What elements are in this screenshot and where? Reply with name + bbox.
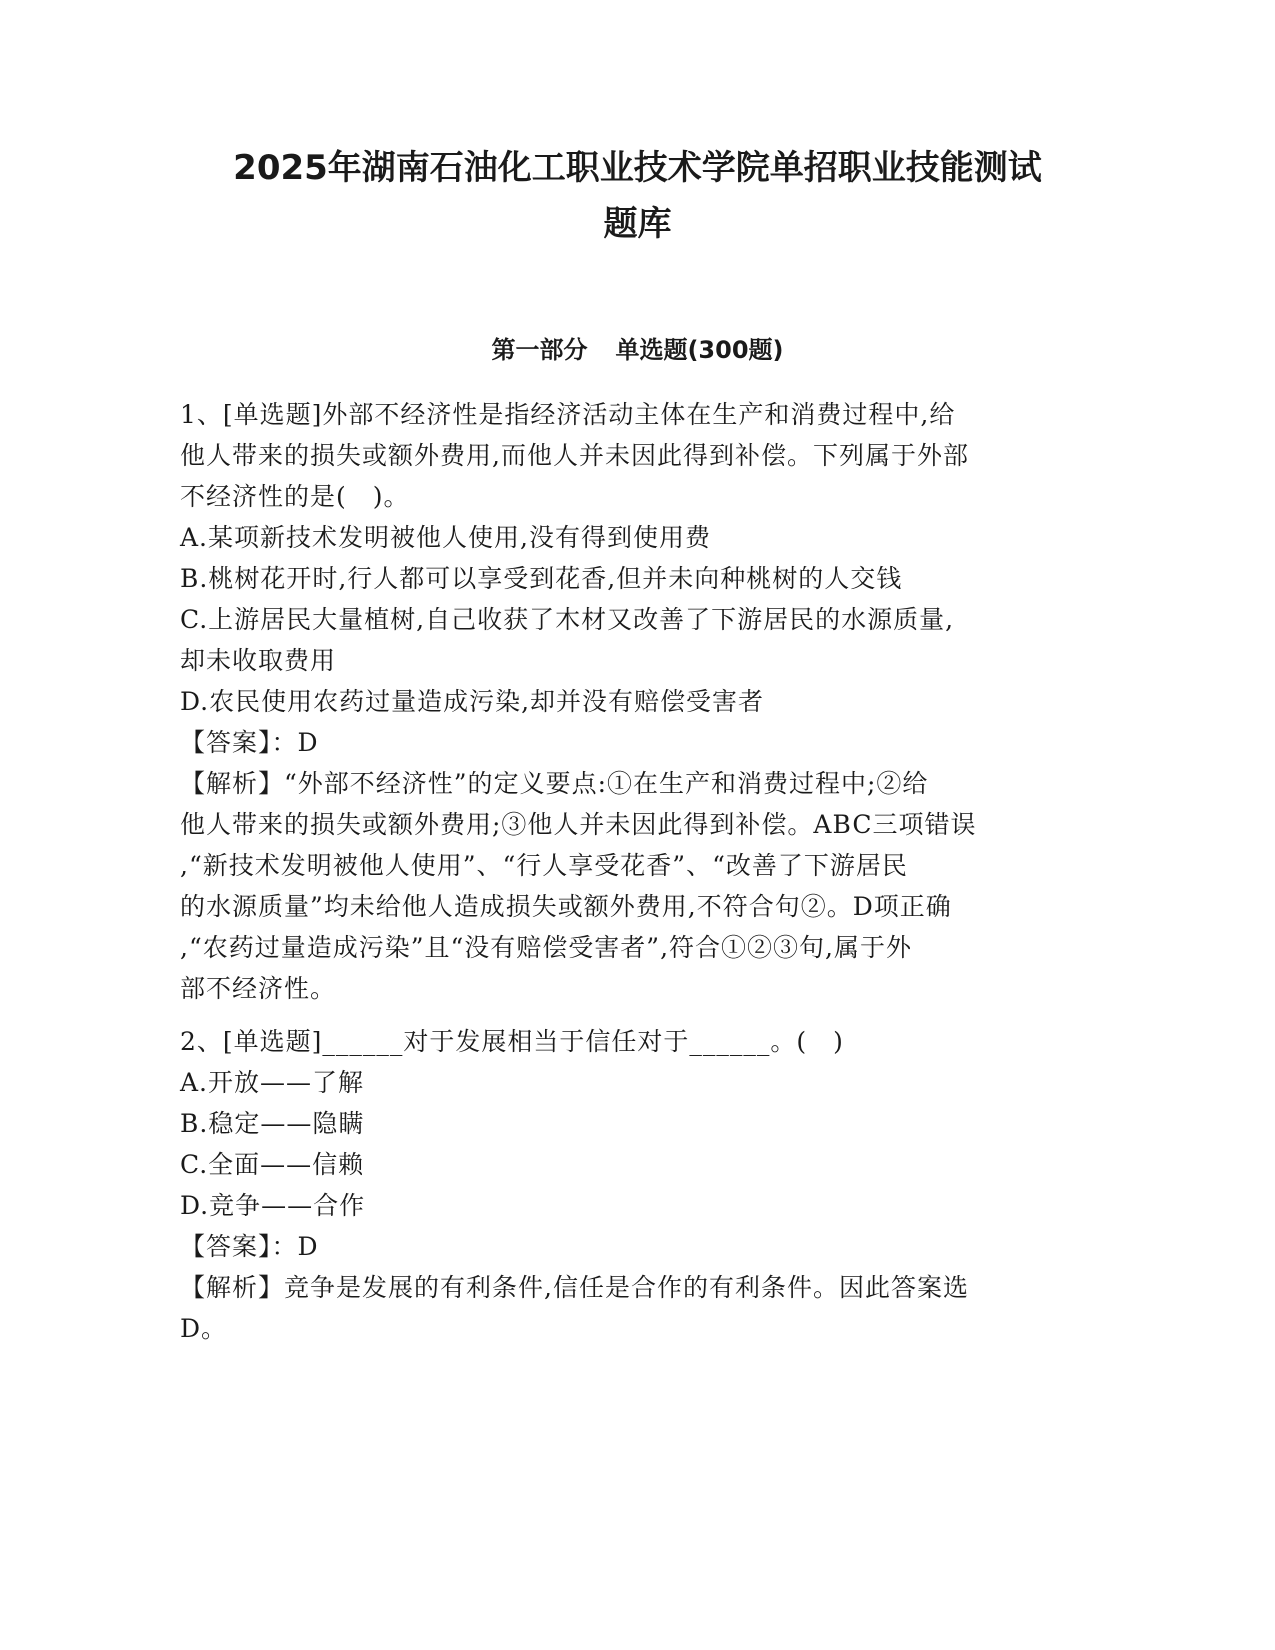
analysis-block bbox=[180, 1267, 1080, 1349]
analysis-line: ,“新技术发明被他人使用”、“行人享受花香”、“改善了下游居民 bbox=[180, 851, 908, 880]
option-line: C.全面——信赖 bbox=[180, 1150, 365, 1179]
analysis-line: 的水源质量”均未给他人造成损失或额外费用,不符合句②。D项正确 bbox=[180, 892, 952, 921]
analysis-line: ,“农药过量造成污染”且“没有赔偿受害者”,符合①②③句,属于外 bbox=[180, 933, 912, 962]
answer-option bbox=[180, 558, 1080, 599]
document-title bbox=[180, 140, 1095, 252]
title-line: 题库 bbox=[603, 204, 672, 244]
analysis-line: 他人带来的损失或额外费用;③他人并未因此得到补偿。ABC三项错误 bbox=[180, 810, 977, 839]
answer-line: 【答案】：D bbox=[180, 728, 319, 757]
section-name: 单选题(300题) bbox=[615, 336, 784, 364]
answer-option bbox=[180, 1103, 1080, 1144]
stem-line: 2、[单选题]______对于发展相当于信任对于______。( ) bbox=[180, 1027, 844, 1056]
section-part: 第一部分 bbox=[491, 336, 588, 364]
option-line: B.桃树花开时,行人都可以享受到花香,但并未向种桃树的人交钱 bbox=[180, 564, 903, 593]
stem-line: 1、[单选题]外部不经济性是指经济活动主体在生产和消费过程中,给 bbox=[180, 400, 956, 429]
option-line: A.开放——了解 bbox=[180, 1068, 365, 1097]
analysis-line: 【解析】“外部不经济性”的定义要点:①在生产和消费过程中;②给 bbox=[180, 769, 929, 798]
stem-line: 不经济性的是( )。 bbox=[180, 482, 410, 511]
analysis-line: 【解析】竞争是发展的有利条件,信任是合作的有利条件。因此答案选 bbox=[180, 1273, 969, 1302]
stem-line: 他人带来的损失或额外费用,而他人并未因此得到补偿。下列属于外部 bbox=[180, 441, 969, 470]
analysis-line: 部不经济性。 bbox=[180, 974, 337, 1003]
answer-line: 【答案】：D bbox=[180, 1232, 319, 1261]
analysis-line: D。 bbox=[180, 1314, 228, 1343]
answer-option bbox=[180, 681, 1080, 722]
option-line: 却未收取费用 bbox=[180, 646, 337, 675]
answer-option bbox=[180, 1062, 1080, 1103]
option-line: A.某项新技术发明被他人使用,没有得到使用费 bbox=[180, 523, 711, 552]
question-stem bbox=[180, 394, 1080, 517]
option-line: C.上游居民大量植树,自己收获了木材又改善了下游居民的水源质量, bbox=[180, 605, 955, 634]
question-block bbox=[180, 1021, 1080, 1349]
answer-option bbox=[180, 1144, 1080, 1185]
question-block bbox=[180, 394, 1080, 1009]
question-list bbox=[180, 394, 1080, 1361]
answer-option bbox=[180, 1185, 1080, 1226]
answer-option bbox=[180, 517, 1080, 558]
option-line: B.稳定——隐瞒 bbox=[180, 1109, 365, 1138]
answer-option bbox=[180, 599, 1080, 681]
option-line: D.竞争——合作 bbox=[180, 1191, 366, 1220]
title-line: 2025年湖南石油化工职业技术学院单招职业技能测试 bbox=[233, 148, 1042, 188]
question-stem bbox=[180, 1021, 1080, 1062]
option-line: D.农民使用农药过量造成污染,却并没有赔偿受害者 bbox=[180, 687, 765, 716]
analysis-block bbox=[180, 763, 1080, 1009]
section-title bbox=[180, 330, 1095, 370]
